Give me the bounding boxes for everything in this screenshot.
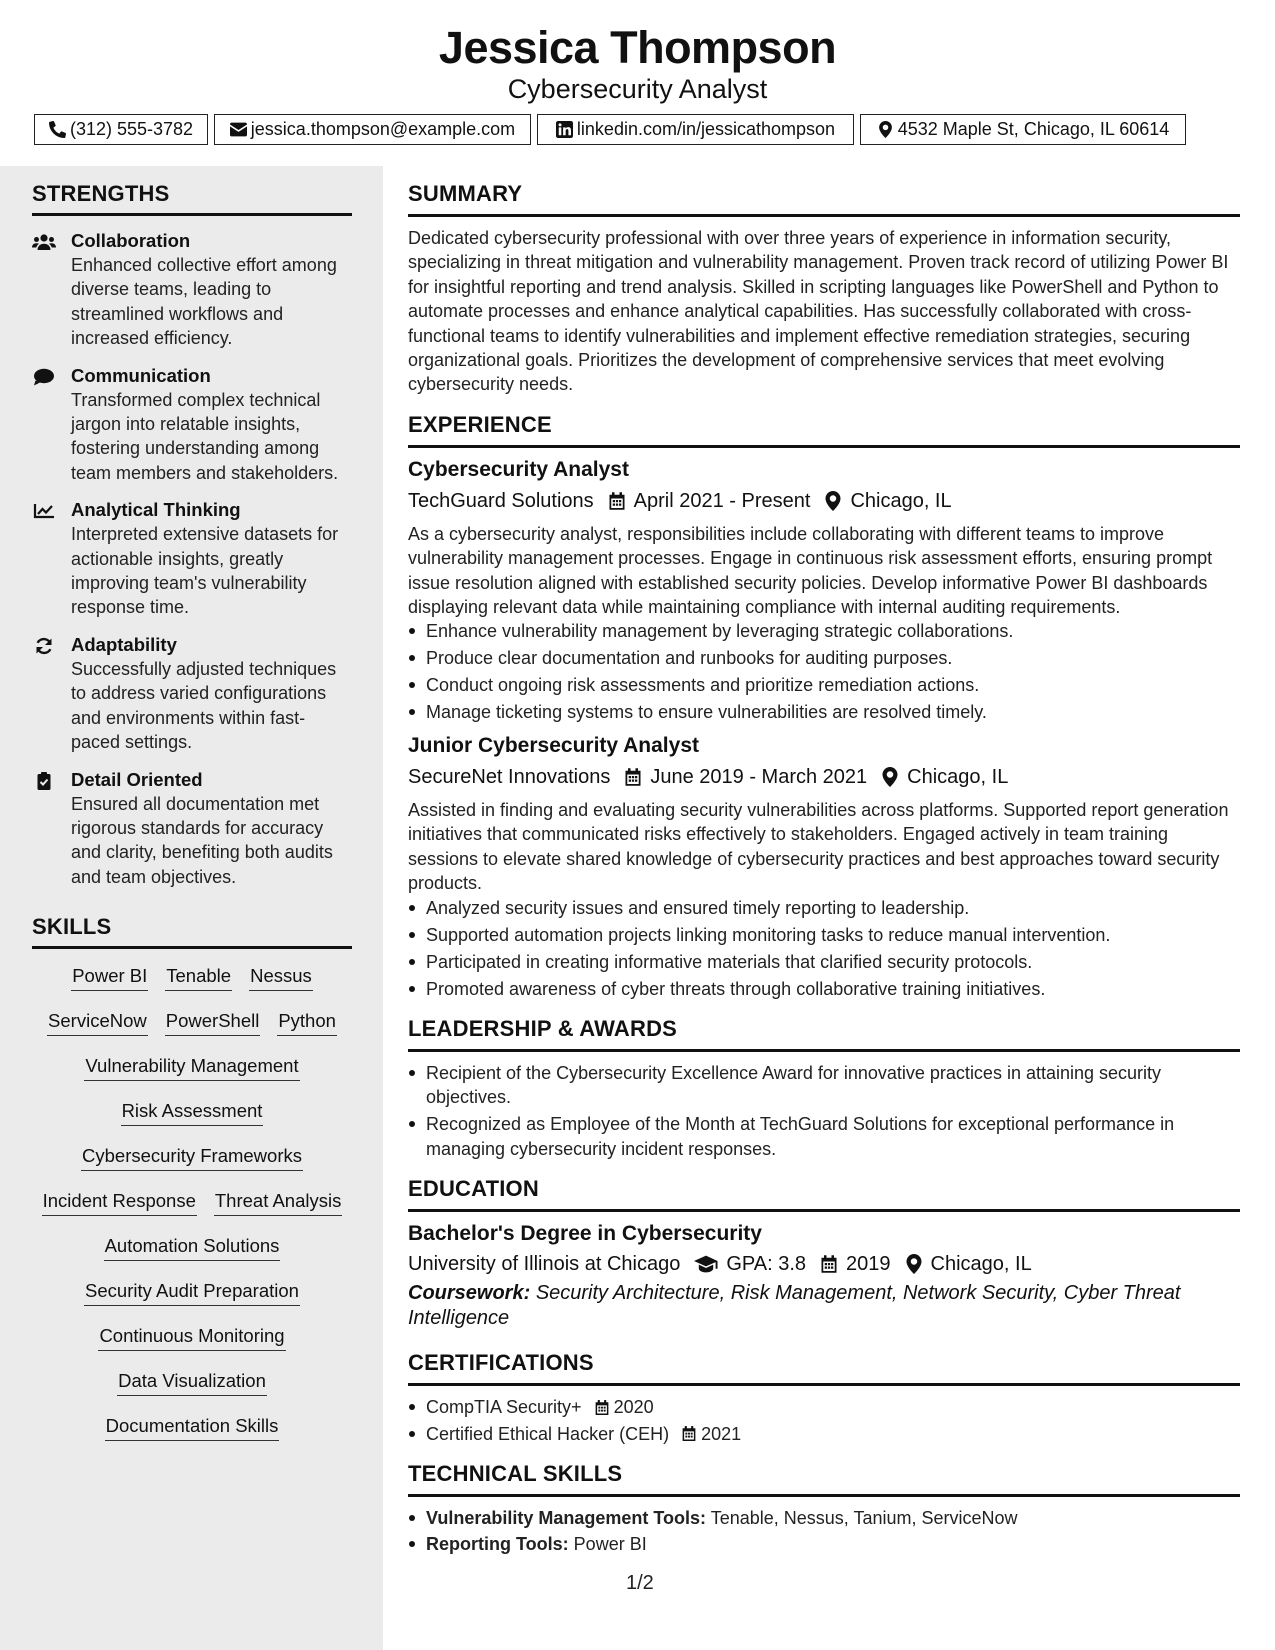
job-entry	[408, 732, 1240, 1001]
list-item: Supported automation projects linking monitoring tasks to reduce manual intervention.	[408, 923, 1240, 947]
summary-text: Dedicated cybersecurity professional with over three years of experience in information security, specializing in threat mitigation and vulnerability management. Proven track record of utilizing Power BI for insightful reporting and trend analysis. Skilled in scripting languages like PowerShell and Python to automate processes and enhance analytical capabilities. Has successfully collaborated with cross-functional teams to identify vulnerabilities and implement effective remediation strategies, securing organizational goals. Prioritizes the development of comprehensive services that meet evolving cybersecurity needs.	[408, 228, 1229, 395]
degree-title: Bachelor's Degree in Cybersecurity	[408, 1222, 762, 1246]
strength-title: Analytical Thinking	[71, 499, 241, 521]
list-item: Analyzed security issues and ensured timely reporting to leadership.	[408, 896, 1240, 920]
map-marker-icon	[877, 121, 894, 138]
coursework	[408, 1281, 1240, 1331]
list-item	[408, 1422, 1240, 1446]
clipboard-check-icon	[32, 771, 56, 791]
comment-icon	[32, 367, 56, 387]
sync-icon	[32, 636, 56, 656]
job-description: As a cybersecurity analyst, responsibilities include collaborating with different teams to improve vulnerability management processes. Engage in continuous risk assessment efforts, ensuring prompt issue resolution aligned with established security policies. Develop informative Power BI dashboards displaying relevant data while maintaining compliance with internal auditing requirements.	[408, 523, 1213, 618]
skill-tag: Nessus	[249, 963, 313, 991]
strength-desc: Interpreted extensive datasets for actionable insights, greatly improving team's vulnerability response time.	[71, 524, 339, 618]
skills-list	[32, 963, 352, 1458]
skill-tag: Incident Response	[42, 1188, 197, 1216]
skill-tag: Vulnerability Management	[84, 1053, 299, 1081]
strength-desc: Enhanced collective effort among diverse teams, leading to streamlined workflows and increased efficiency.	[71, 255, 337, 349]
address-text: 4532 Maple St, Chicago, IL 60614	[897, 119, 1170, 139]
job-company: TechGuard Solutions	[408, 489, 594, 512]
contact-phone[interactable]	[34, 114, 208, 145]
candidate-role: Cybersecurity Analyst	[507, 74, 768, 104]
contact-bar	[34, 114, 1234, 145]
list-item	[408, 1395, 1240, 1419]
coursework-label: Coursework:	[408, 1282, 531, 1305]
job-dates: April 2021 - Present	[633, 489, 811, 512]
job-company: SecureNet Innovations	[408, 765, 611, 788]
job-title: Cybersecurity Analyst	[408, 457, 629, 481]
job-description: Assisted in finding and evaluating security vulnerabilities across platforms. Supported report generation initiatives that communicated risks effectively to stakeholders. Engaged actively in team training sessions to elevate shared knowledge of cybersecurity practices and best approaches toward security products.	[408, 799, 1229, 894]
skill-tag: Security Audit Preparation	[84, 1278, 300, 1306]
cert-year: 2020	[613, 1397, 654, 1418]
skill-tag: Automation Solutions	[104, 1233, 281, 1261]
skill-tag: Tenable	[165, 963, 232, 991]
tech-value: Power BI	[573, 1534, 647, 1555]
resume-header	[0, 0, 1275, 166]
school-name: University of Illinois at Chicago	[408, 1253, 681, 1276]
strength-title: Adaptability	[71, 633, 177, 655]
skill-tag: PowerShell	[165, 1008, 261, 1036]
education-heading: EDUCATION	[408, 1175, 1240, 1212]
list-item: Recipient of the Cybersecurity Excellence Award for innovative practices in attaining security objectives.	[408, 1061, 1240, 1110]
strength-desc: Transformed complex technical jargon into relatable insights, fostering understanding among team members and stakeholders.	[71, 389, 339, 483]
skill-tag: ServiceNow	[47, 1008, 148, 1036]
strength-item	[32, 498, 352, 620]
strength-item	[32, 768, 352, 890]
contact-email[interactable]	[214, 114, 531, 145]
education-meta	[408, 1250, 1240, 1278]
tech-label: Vulnerability Management Tools:	[426, 1507, 707, 1528]
gpa: GPA: 3.8	[726, 1253, 807, 1276]
summary-heading: SUMMARY	[408, 180, 1240, 217]
list-item: Produce clear documentation and runbooks for auditing purposes.	[408, 646, 1240, 670]
calendar-icon	[624, 767, 642, 787]
skill-tag: Cybersecurity Frameworks	[81, 1143, 303, 1171]
school-location: Chicago, IL	[930, 1253, 1032, 1276]
phone-text: (312) 555-3782	[69, 119, 194, 139]
cert-year: 2021	[701, 1423, 742, 1444]
skill-tag: Threat Analysis	[214, 1188, 342, 1216]
job-entry	[408, 456, 1240, 725]
job-meta	[408, 487, 1240, 515]
strength-item	[32, 633, 352, 755]
main-content	[408, 166, 1240, 1557]
list-item: Recognized as Employee of the Month at TechGuard Solutions for exceptional performance in managing cybersecurity incident responses.	[408, 1112, 1240, 1161]
list-item: Enhance vulnerability management by leveraging strategic collaborations.	[408, 619, 1240, 643]
strength-title: Collaboration	[71, 230, 191, 251]
coursework-text: Security Architecture, Risk Management, Network Security, Cyber Threat Intelligence	[408, 1282, 1181, 1330]
contact-address	[860, 114, 1186, 145]
calendar-icon	[594, 1399, 610, 1416]
job-dates: June 2019 - March 2021	[650, 765, 868, 788]
technical-skills-list	[408, 1506, 1240, 1557]
linkedin-text: linkedin.com/in/jessicathompson	[576, 119, 836, 139]
page-number: 1/2	[626, 1572, 654, 1594]
leadership-heading: LEADERSHIP & AWARDS	[408, 1015, 1240, 1052]
leadership-list	[408, 1061, 1240, 1161]
list-item: Participated in creating informative materials that clarified security protocols.	[408, 950, 1240, 974]
strengths-heading: STRENGTHS	[32, 180, 352, 216]
list-item: Manage ticketing systems to ensure vulnerabilities are resolved timely.	[408, 700, 1240, 724]
skill-tag: Documentation Skills	[105, 1413, 280, 1441]
job-bullets	[408, 619, 1240, 724]
sidebar	[0, 166, 383, 1650]
chart-line-icon	[32, 501, 56, 521]
list-item: Conduct ongoing risk assessments and prioritize remediation actions.	[408, 673, 1240, 697]
map-marker-icon	[881, 767, 899, 787]
skill-tag: Python	[277, 1008, 337, 1036]
strength-item	[32, 364, 352, 486]
candidate-name: Jessica Thompson	[438, 22, 837, 73]
graduation-year: 2019	[846, 1253, 891, 1276]
envelope-icon	[230, 121, 247, 138]
skills-heading: SKILLS	[32, 913, 352, 949]
linkedin-icon	[556, 121, 573, 138]
strength-title: Communication	[71, 364, 211, 386]
map-marker-icon	[824, 491, 842, 511]
calendar-icon	[608, 491, 626, 511]
list-item	[408, 1506, 1240, 1530]
contact-linkedin[interactable]	[537, 114, 854, 145]
strength-desc: Ensured all documentation met rigorous standards for accuracy and clarity, benefiting both audits and team objectives.	[71, 793, 333, 887]
job-meta	[408, 763, 1240, 791]
tech-value: Tenable, Nessus, Tanium, ServiceNow	[710, 1507, 1018, 1528]
strength-item	[32, 229, 352, 351]
job-location: Chicago, IL	[907, 765, 1009, 788]
tech-label: Reporting Tools:	[426, 1534, 569, 1555]
cert-name: CompTIA Security+	[426, 1397, 582, 1418]
list-item	[408, 1532, 1240, 1556]
email-text: jessica.thompson@example.com	[250, 119, 516, 139]
skill-tag: Data Visualization	[117, 1368, 267, 1396]
phone-icon	[49, 121, 66, 138]
skill-tag: Continuous Monitoring	[98, 1323, 285, 1351]
job-bullets	[408, 896, 1240, 1001]
graduation-cap-icon	[694, 1254, 718, 1274]
technical-skills-heading: TECHNICAL SKILLS	[408, 1460, 1240, 1497]
certifications-heading: CERTIFICATIONS	[408, 1349, 1240, 1386]
cert-name: Certified Ethical Hacker (CEH)	[426, 1423, 670, 1444]
calendar-icon	[820, 1254, 838, 1274]
list-item: Promoted awareness of cyber threats through collaborative training initiatives.	[408, 977, 1240, 1001]
strength-desc: Successfully adjusted techniques to address varied configurations and environments within fast-paced settings.	[71, 658, 337, 753]
skill-tag: Power BI	[71, 963, 148, 991]
experience-heading: EXPERIENCE	[408, 411, 1240, 448]
strength-title: Detail Oriented	[71, 768, 203, 790]
skill-tag: Risk Assessment	[121, 1098, 264, 1126]
job-title: Junior Cybersecurity Analyst	[408, 733, 699, 757]
job-location: Chicago, IL	[850, 489, 952, 512]
certifications-list	[408, 1395, 1240, 1446]
calendar-icon	[681, 1425, 697, 1442]
map-marker-icon	[905, 1254, 923, 1274]
users-icon	[32, 232, 56, 252]
